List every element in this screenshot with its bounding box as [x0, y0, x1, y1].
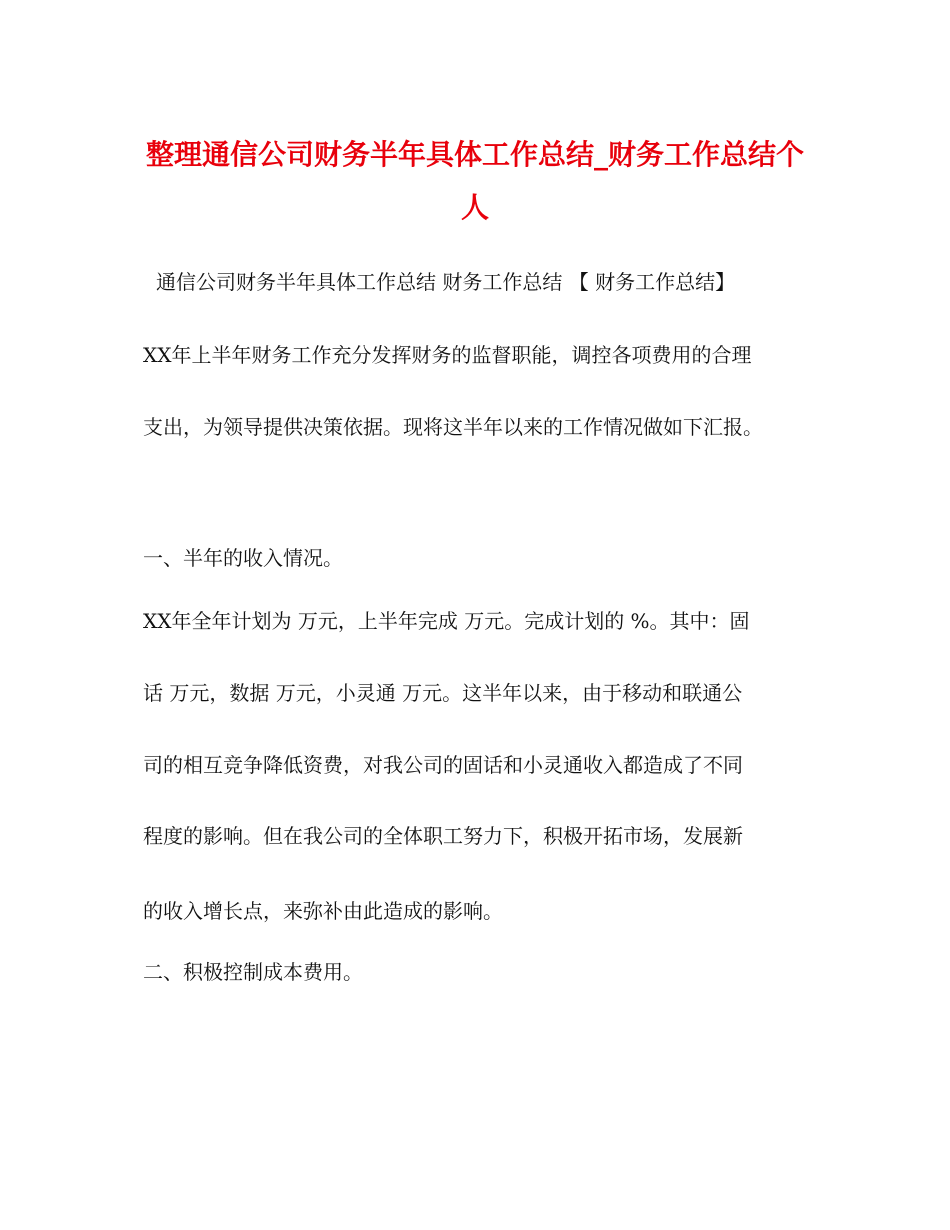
paragraph-line: 司的相互竞争降低资费，对我公司的固话和小灵通收入都造成了不同: [143, 753, 743, 777]
paragraph-line: 支出，为领导提供决策依据。现将这半年以来的工作情况做如下汇报。: [143, 415, 763, 439]
paragraph-line: 话 万元，数据 万元，小灵通 万元。这半年以来，由于移动和联通公: [143, 681, 743, 705]
section-heading-income: 一、半年的收入情况。: [143, 546, 343, 570]
paragraph-line: 的收入增长点，来弥补由此造成的影响。: [143, 899, 503, 923]
paragraph-line: XX年上半年财务工作充分发挥财务的监督职能，调控各项费用的合理: [143, 343, 752, 367]
paragraph-line: XX年全年计划为 万元，上半年完成 万元。完成计划的 %。其中：固: [143, 609, 750, 633]
document-title: 整理通信公司财务半年具体工作总结_财务工作总结个人: [145, 138, 804, 224]
paragraph-line: 程度的影响。但在我公司的全体职工努力下，积极开拓市场，发展新: [143, 824, 743, 848]
document-subtitle-line: 通信公司财务半年具体工作总结 财务工作总结 【 财务工作总结】: [156, 270, 736, 294]
section-heading-cost-control: 二、积极控制成本费用。: [143, 960, 363, 984]
